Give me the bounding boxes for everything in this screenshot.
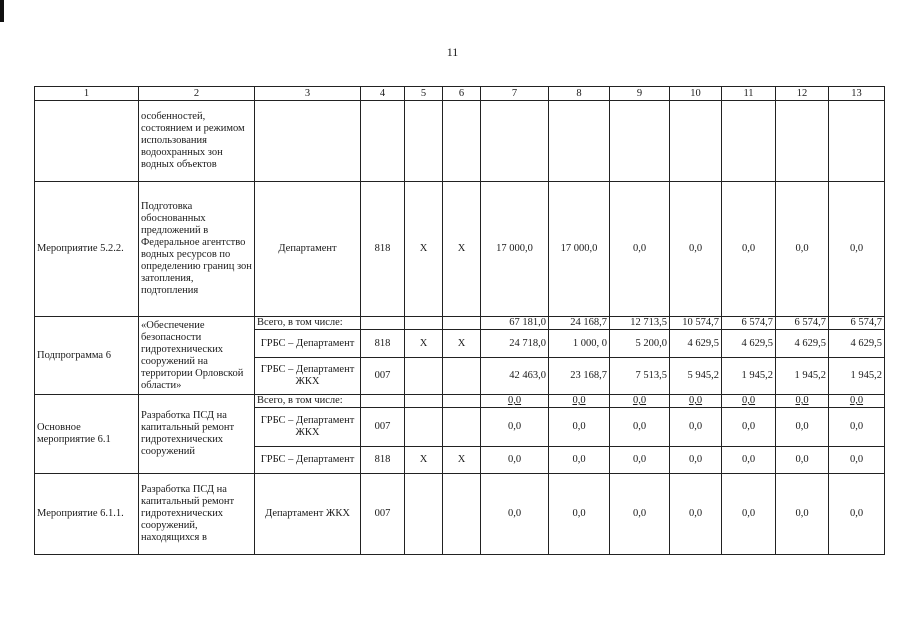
cell-empty — [35, 101, 139, 182]
row3-item-title: Подпрограмма 6 — [35, 317, 139, 395]
col-header-11: 11 — [722, 87, 776, 101]
row5-description: Разработка ПСД на капитальный ремонт гидротехнических сооружений, находящихся в — [139, 474, 255, 555]
row3-sub3-col5 — [405, 358, 443, 395]
row4-sub3-value-8: 0,0 — [549, 447, 610, 474]
col-header-9: 9 — [610, 87, 670, 101]
row5-value-12: 0,0 — [776, 474, 829, 555]
row4-sub2-value-10: 0,0 — [670, 408, 722, 447]
row3-sub1-value-10: 10 574,7 — [670, 317, 722, 330]
col-header-3: 3 — [255, 87, 361, 101]
col-header-10: 10 — [670, 87, 722, 101]
row3-sub3-value-7: 42 463,0 — [481, 358, 549, 395]
cell-empty — [255, 101, 361, 182]
row4-sub1-value-13: 0,0 — [829, 395, 885, 408]
row3-sub3-value-9: 7 513,5 — [610, 358, 670, 395]
table-row — [35, 101, 885, 182]
scan-edge-mark — [0, 0, 4, 22]
row4-sub2-col6 — [443, 408, 481, 447]
row3-sub2-col5: X — [405, 330, 443, 358]
row4-sub1-value-11: 0,0 — [722, 395, 776, 408]
row4-sub2-col5 — [405, 408, 443, 447]
row4-sub2-code: 007 — [361, 408, 405, 447]
cell-empty — [670, 101, 722, 182]
row3-sub1-code — [361, 317, 405, 330]
row4-sub2-value-12: 0,0 — [776, 408, 829, 447]
row4-sub1-code — [361, 395, 405, 408]
row3-sub2-value-7: 24 718,0 — [481, 330, 549, 358]
row3-sub1-value-12: 6 574,7 — [776, 317, 829, 330]
row3-sub3-value-8: 23 168,7 — [549, 358, 610, 395]
row3-sub1-value-7: 67 181,0 — [481, 317, 549, 330]
col-header-5: 5 — [405, 87, 443, 101]
row4-sub3-col5: X — [405, 447, 443, 474]
row3-sub2-value-13: 4 629,5 — [829, 330, 885, 358]
row5-executor: Департамент ЖКХ — [255, 474, 361, 555]
row3-sub3-executor: ГРБС – Департамент ЖКХ — [255, 358, 361, 395]
budget-table — [34, 86, 885, 555]
row2-description: Подготовка обоснованных предложений в Федеральное агентство водных ресурсов по определению границ зон затопления, подтопления — [139, 182, 255, 317]
col-header-13: 13 — [829, 87, 885, 101]
cell-empty — [405, 101, 443, 182]
table-row — [35, 182, 885, 317]
table-row — [35, 317, 885, 330]
row4-sub1-value-7: 0,0 — [481, 395, 549, 408]
row4-sub1-value-9: 0,0 — [610, 395, 670, 408]
row5-col6 — [443, 474, 481, 555]
row5-value-10: 0,0 — [670, 474, 722, 555]
row2-value-13: 0,0 — [829, 182, 885, 317]
row1-description: особенностей, состоянием и режимом использования водоохранных зон водных объектов — [139, 101, 255, 182]
col-header-1: 1 — [35, 87, 139, 101]
row3-sub1-value-9: 12 713,5 — [610, 317, 670, 330]
row4-sub3-code: 818 — [361, 447, 405, 474]
row4-sub3-col6: X — [443, 447, 481, 474]
row3-sub3-value-12: 1 945,2 — [776, 358, 829, 395]
cell-empty — [829, 101, 885, 182]
row3-sub2-col6: X — [443, 330, 481, 358]
row5-value-11: 0,0 — [722, 474, 776, 555]
row5-item-title: Мероприятие 6.1.1. — [35, 474, 139, 555]
row4-sub2-value-8: 0,0 — [549, 408, 610, 447]
row3-sub3-value-11: 1 945,2 — [722, 358, 776, 395]
row4-item-title: Основное мероприятие 6.1 — [35, 395, 139, 474]
row4-sub1-value-8: 0,0 — [549, 395, 610, 408]
cell-empty — [481, 101, 549, 182]
row2-col6: X — [443, 182, 481, 317]
row3-sub2-value-9: 5 200,0 — [610, 330, 670, 358]
col-header-4: 4 — [361, 87, 405, 101]
row5-value-7: 0,0 — [481, 474, 549, 555]
row2-executor: Департамент — [255, 182, 361, 317]
header-row — [35, 87, 885, 101]
cell-empty — [361, 101, 405, 182]
row3-description: «Обеспечение безопасности гидротехнических сооружений на территории Орловской области» — [139, 317, 255, 395]
row3-sub3-col6 — [443, 358, 481, 395]
row3-sub1-value-11: 6 574,7 — [722, 317, 776, 330]
row3-sub1-col6 — [443, 317, 481, 330]
row2-col5: X — [405, 182, 443, 317]
row2-item-title: Мероприятие 5.2.2. — [35, 182, 139, 317]
col-header-12: 12 — [776, 87, 829, 101]
row4-sub3-value-13: 0,0 — [829, 447, 885, 474]
row4-sub2-value-13: 0,0 — [829, 408, 885, 447]
row3-sub1-col5 — [405, 317, 443, 330]
row3-sub1-value-13: 6 574,7 — [829, 317, 885, 330]
row2-value-10: 0,0 — [670, 182, 722, 317]
row4-sub2-value-9: 0,0 — [610, 408, 670, 447]
row4-sub3-value-7: 0,0 — [481, 447, 549, 474]
row4-sub2-value-11: 0,0 — [722, 408, 776, 447]
row4-sub3-value-10: 0,0 — [670, 447, 722, 474]
row5-value-9: 0,0 — [610, 474, 670, 555]
row4-sub3-value-9: 0,0 — [610, 447, 670, 474]
row4-sub1-value-10: 0,0 — [670, 395, 722, 408]
cell-empty — [610, 101, 670, 182]
cell-empty — [722, 101, 776, 182]
row3-sub1-executor: Всего, в том числе: — [255, 317, 361, 330]
row2-value-11: 0,0 — [722, 182, 776, 317]
table-row — [35, 395, 885, 408]
row3-sub2-value-8: 1 000, 0 — [549, 330, 610, 358]
row2-value-9: 0,0 — [610, 182, 670, 317]
row2-code: 818 — [361, 182, 405, 317]
col-header-6: 6 — [443, 87, 481, 101]
col-header-8: 8 — [549, 87, 610, 101]
cell-empty — [549, 101, 610, 182]
row3-sub3-code: 007 — [361, 358, 405, 395]
row3-sub2-value-11: 4 629,5 — [722, 330, 776, 358]
row3-sub3-value-10: 5 945,2 — [670, 358, 722, 395]
page-number: 11 — [446, 45, 459, 59]
row5-col5 — [405, 474, 443, 555]
row4-description: Разработка ПСД на капитальный ремонт гидротехнических сооружений — [139, 395, 255, 474]
row3-sub3-value-13: 1 945,2 — [829, 358, 885, 395]
row4-sub1-executor: Всего, в том числе: — [255, 395, 361, 408]
row2-value-7: 17 000,0 — [481, 182, 549, 317]
row4-sub3-value-11: 0,0 — [722, 447, 776, 474]
row4-sub3-executor: ГРБС – Департамент — [255, 447, 361, 474]
row3-sub2-value-10: 4 629,5 — [670, 330, 722, 358]
row5-code: 007 — [361, 474, 405, 555]
row4-sub1-col6 — [443, 395, 481, 408]
row5-value-13: 0,0 — [829, 474, 885, 555]
row4-sub3-value-12: 0,0 — [776, 447, 829, 474]
table-row — [35, 474, 885, 555]
row5-value-8: 0,0 — [549, 474, 610, 555]
row4-sub2-executor: ГРБС – Департамент ЖКХ — [255, 408, 361, 447]
row4-sub1-value-12: 0,0 — [776, 395, 829, 408]
row3-sub2-value-12: 4 629,5 — [776, 330, 829, 358]
row4-sub2-value-7: 0,0 — [481, 408, 549, 447]
row4-sub1-col5 — [405, 395, 443, 408]
row2-value-8: 17 000,0 — [549, 182, 610, 317]
col-header-2: 2 — [139, 87, 255, 101]
row2-value-12: 0,0 — [776, 182, 829, 317]
cell-empty — [776, 101, 829, 182]
row3-sub2-executor: ГРБС – Департамент — [255, 330, 361, 358]
cell-empty — [443, 101, 481, 182]
row3-sub2-code: 818 — [361, 330, 405, 358]
col-header-7: 7 — [481, 87, 549, 101]
row3-sub1-value-8: 24 168,7 — [549, 317, 610, 330]
